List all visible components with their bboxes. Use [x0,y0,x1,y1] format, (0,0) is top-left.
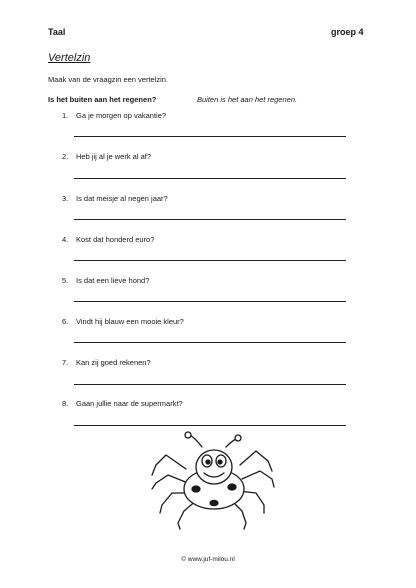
answer-line[interactable] [74,342,346,343]
antenna-tip-right [235,435,241,441]
answer-line[interactable] [74,136,346,137]
antenna-left [190,435,202,447]
question-item [62,152,151,161]
footer-credit: © www.juf-milou.nl [181,556,235,563]
question-item [62,111,166,120]
question-number: 1. [62,111,69,120]
question-number: 2. [62,152,69,161]
spider-illustration [140,431,280,531]
spider-head [196,450,232,484]
antenna-right [226,439,236,447]
grade-heading: groep 4 [331,27,364,37]
example-answer: Buiten is het aan het regenen. [197,95,298,104]
question-number: 3. [62,194,69,203]
question-text: Is dat meisje al negen jaar? [76,194,168,203]
leg-left-1 [152,455,186,475]
page-title: Vertelzin [48,52,91,64]
question-item [62,358,151,367]
instruction-text: Maak van de vraagzin een vertelzin. [48,75,169,84]
answer-line[interactable] [74,301,346,302]
question-item [62,317,184,326]
question-number: 6. [62,317,69,326]
answer-line[interactable] [74,384,346,385]
question-item [62,235,154,244]
question-number: 8. [62,399,69,408]
question-item [62,276,149,285]
question-number: 5. [62,276,69,285]
question-text: Is dat een lieve hond? [76,276,150,285]
answer-line[interactable] [74,260,346,261]
example-question: Is het buiten aan het regenen? [48,95,157,104]
leg-right-2 [242,471,274,487]
subject-heading: Taal [48,27,66,37]
question-number: 7. [62,358,69,367]
question-text: Vindt hij blauw een mooie kleur? [76,317,184,326]
question-text: Ga je morgen op vakantie? [76,111,167,120]
question-text: Kost dat honderd euro? [76,235,155,244]
question-item [62,194,168,203]
question-item [62,399,183,408]
antenna-tip-left [185,432,191,438]
question-text: Kan zij goed rekenen? [76,358,151,367]
question-text: Gaan jullie naar de supermarkt? [76,399,183,408]
leg-right-1 [240,451,272,471]
question-number: 4. [62,235,69,244]
leg-left-2 [152,475,188,489]
answer-line[interactable] [74,219,346,220]
answer-line[interactable] [74,425,346,426]
question-text: Heb jij al je werk al af? [76,152,152,161]
answer-line[interactable] [74,178,346,179]
